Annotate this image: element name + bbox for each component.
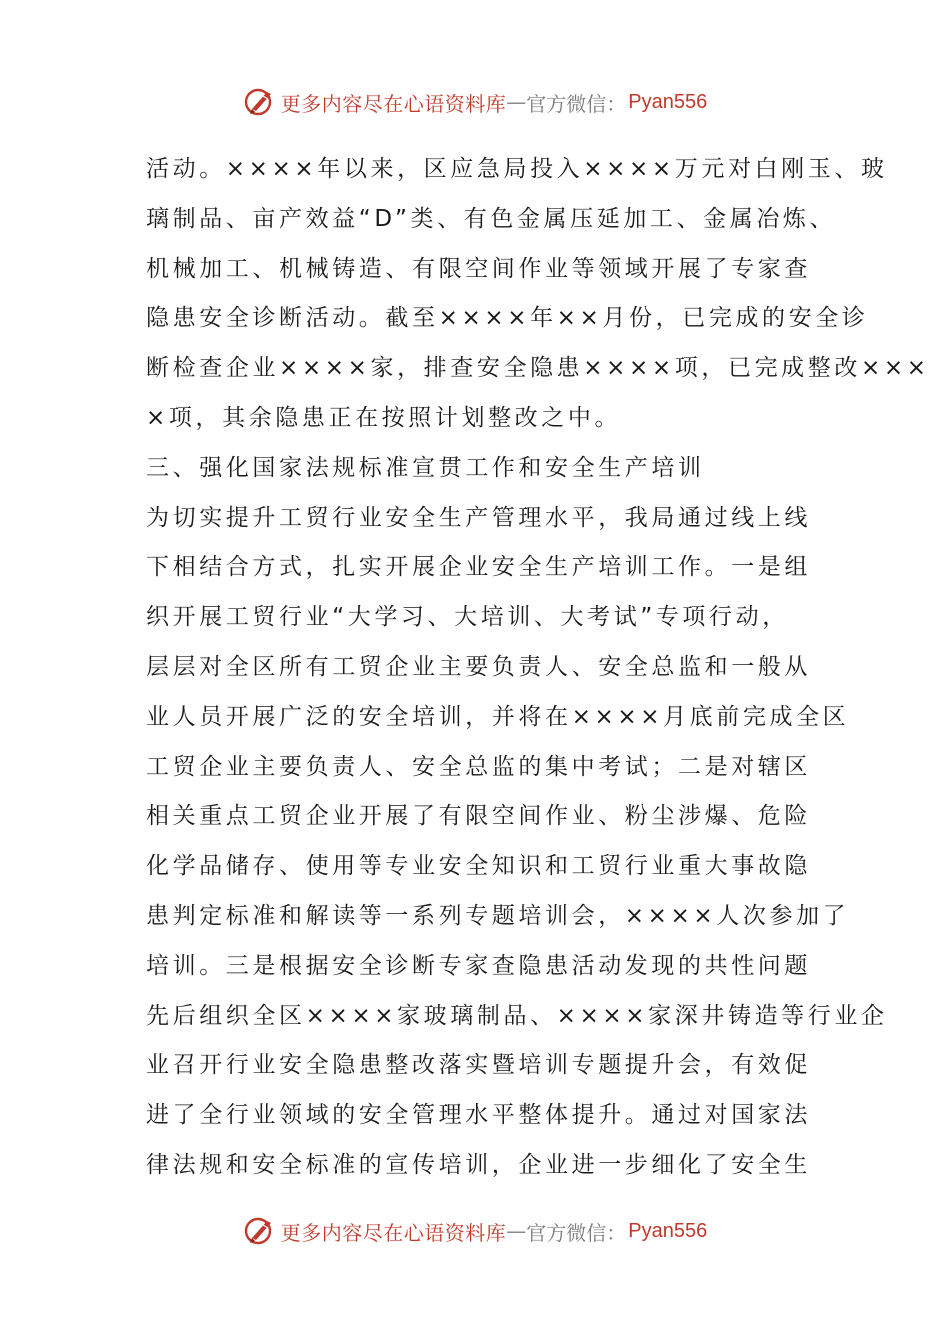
watermark-brand-text: 更多内容尽在心语资料库	[280, 1220, 507, 1245]
text-line: 璃制品、亩产效益“D”类、有色金属压延加工、金属冶炼、	[146, 205, 837, 232]
watermark-separator: —	[506, 90, 527, 114]
text-line: 律法规和安全标准的宣传培训，企业进一步细化了安全生	[146, 1151, 811, 1178]
header-watermark	[0, 82, 950, 122]
text-line: 织开展工贸行业“大学习、大培训、大考试”专项行动，	[146, 604, 789, 631]
text-line: 先后组织全区××××家玻璃制品、××××家深井铸造等行业企	[146, 1002, 888, 1029]
text-line: 三、强化国家法规标准宣贯工作和安全生产培训	[146, 454, 705, 481]
watermark-account: Pyan556	[628, 90, 708, 113]
text-line: ×项，其余隐患正在按照计划整改之中。	[146, 404, 622, 431]
watermark-account: Pyan556	[628, 1219, 708, 1242]
text-line: 业召开行业安全隐患整改落实暨培训专题提升会，有效促	[146, 1052, 811, 1079]
text-line: 为切实提升工贸行业安全生产管理水平，我局通过线上线	[146, 504, 811, 531]
document-body	[146, 145, 930, 1191]
text-line: 下相结合方式，扎实开展企业安全生产培训工作。一是组	[146, 554, 811, 581]
watermark-brand-text: 更多内容尽在心语资料库	[280, 91, 507, 116]
quill-pen-seal-icon	[243, 1214, 277, 1248]
text-line: 患判定标准和解读等一系列专题培训会，××××人次参加了	[146, 902, 850, 929]
watermark-separator: —	[506, 1219, 527, 1243]
text-line: 隐患安全诊断活动。截至××××年××月份，已完成的安全诊	[146, 305, 869, 332]
watermark-label: 官方微信：	[526, 91, 627, 116]
quill-pen-seal-icon	[243, 85, 277, 119]
text-line: 化学品储存、使用等专业安全知识和工贸行业重大事故隐	[146, 853, 811, 880]
footer-watermark	[0, 1211, 950, 1251]
text-line: 层层对全区所有工贸企业主要负责人、安全总监和一般从	[146, 653, 811, 680]
text-line: 断检查企业××××家，排查安全隐患××××项，已完成整改×××	[146, 355, 930, 382]
text-line: 进了全行业领域的安全管理水平整体提升。通过对国家法	[146, 1102, 811, 1129]
watermark-label: 官方微信：	[526, 1220, 627, 1245]
text-line: 相关重点工贸企业开展了有限空间作业、粉尘涉爆、危险	[146, 803, 811, 830]
text-line: 活动。××××年以来，区应急局投入××××万元对白刚玉、玻	[146, 156, 888, 182]
text-line: 业人员开展广泛的安全培训，并将在××××月底前完成全区	[146, 703, 850, 730]
text-line: 培训。三是根据安全诊断专家查隐患活动发现的共性问题	[146, 952, 811, 979]
text-line: 机械加工、机械铸造、有限空间作业等领域开展了专家查	[146, 255, 811, 282]
text-line: 工贸企业主要负责人、安全总监的集中考试；二是对辖区	[146, 753, 811, 780]
